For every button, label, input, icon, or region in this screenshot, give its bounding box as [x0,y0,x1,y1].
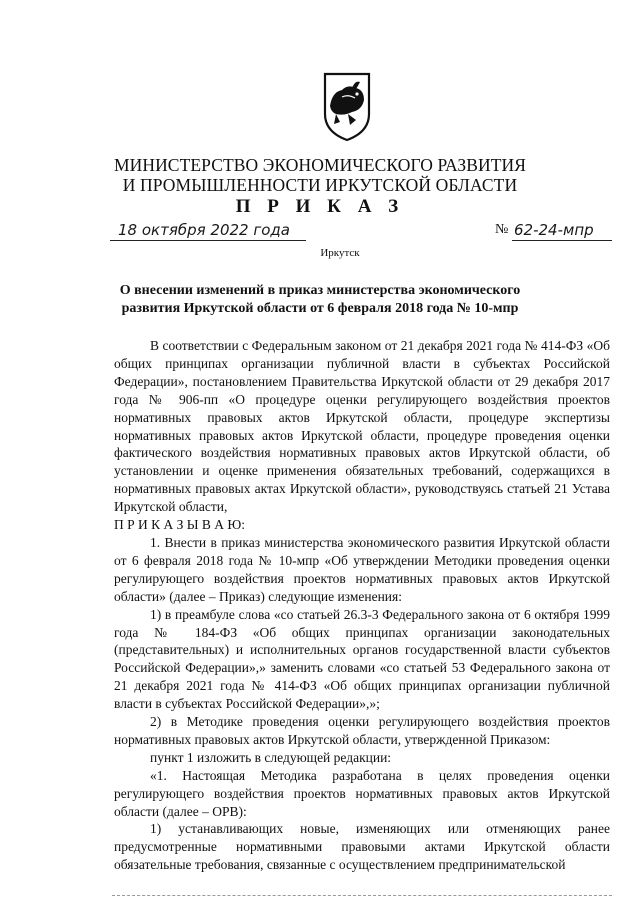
paragraph-point-1-intro: пункт 1 изложить в следующей редакции: [150,749,392,765]
paragraph-order-word: П Р И К А З Ы В А Ю: [114,517,246,533]
order-heading [110,282,530,318]
document-body [114,337,610,874]
page-footer-divider [112,895,612,896]
ministry-name-line1: МИНИСТЕРСТВО ЭКОНОМИЧЕСКОГО РАЗВИТИЯ [113,155,527,175]
ministry-name-line2: И ПРОМЫШЛЕННОСТИ ИРКУТСКОЙ ОБЛАСТИ [122,175,518,195]
coat-of-arms-emblem [322,70,372,142]
city-name: Иркутск [320,247,360,259]
handwritten-number: 62-24-мпр [514,221,594,239]
paragraph-preamble: В соответствии с Федеральным законом от 21 декабря 2021 года № 414-ФЗ «Об общих принципах организации публичной власти в субъектах Российской Федерации», постановлением Правительства Иркутской области от 29 декабря 2017 года № 906-пп «О процедуре оценки регулирующего воздействия проектов нормативных правовых актов Иркутской области, процедуре экспертизы нормативных правовых актов Иркутской области, процедуре проведения оценки фактического воздействия нормативных правовых актов Иркутской области, об установлении и оценке применения обязательных требований, содержащихся в нормативных правовых актах Иркутской области», руководствуясь статьей 21 Устава Иркутской области, [114,338,610,515]
paragraph-methodology-1: «1. Настоящая Методика разработана в целях проведения оценки регулирующего воздействия проектов нормативных правовых актов Иркутской области (далее – ОРВ): [114,767,610,819]
number-label: № [495,222,509,237]
heading-line2: развития Иркутской области от 6 февраля 2018 года № 10-мпр [121,301,519,316]
paragraph-methodology-1-1: 1) устанавливающих новые, изменяющих или отменяющих ранее предусмотренные нормативными правовыми актами Иркутской области обязательные требования, связанные с осуществлением предпринимательской [114,821,610,873]
paragraph-subitem-1: 1) в преамбуле слова «со статьей 26.3-3 Федерального закона от 6 октября 1999 года № 184-ФЗ «Об общих принципах организации законодательных (представительных) и исполнительных органов государственной власти субъектов Российской Федерации»,» заменить словами «со статьей 53 Федерального закона от 21 декабря 2021 года № 414-ФЗ «Об общих принципах организации публичной власти в субъектах Российской Федерации»,»; [114,606,610,712]
handwritten-date: 18 октября 2022 года [118,221,290,239]
paragraph-item-1: 1. Внести в приказ министерства экономического развития Иркутской области от 6 февраля 2018 года № 10-мпр «Об утверждении Методики проведения оценки регулирующего воздействия проектов нормативных правовых актов Иркутской области» (далее – Приказ) следующие изменения: [114,534,610,604]
paragraph-subitem-2: 2) в Методике проведения оценки регулирующего воздействия проектов нормативных правовых актов Иркутской области, утвержденной Приказом: [114,714,610,747]
heading-line1: О внесении изменений в приказ министерства экономического [119,283,521,298]
document-type-title: П Р И К А З [235,196,405,217]
